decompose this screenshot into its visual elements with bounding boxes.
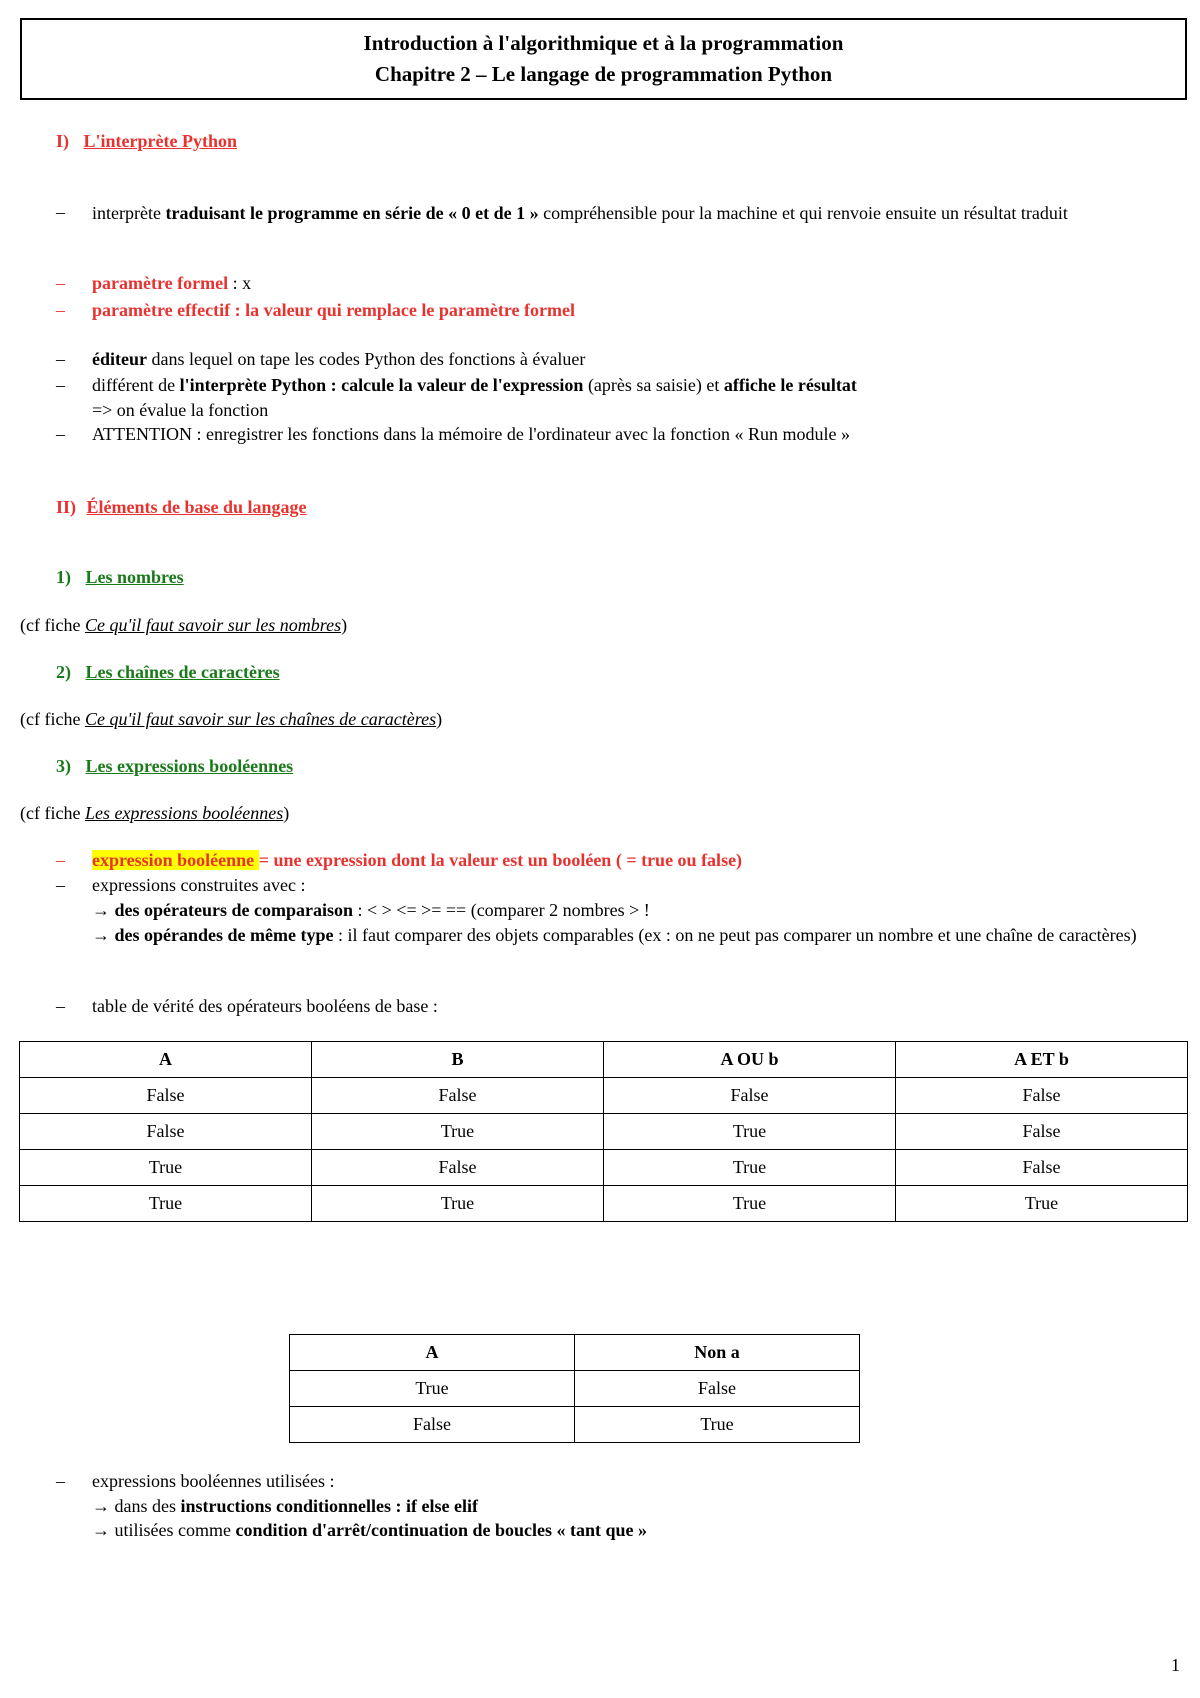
table-cell: True (312, 1114, 604, 1150)
section1-title: L'interprète Python (83, 131, 237, 151)
bullet-different-line2: => on évalue la fonction (92, 400, 269, 420)
table-cell: False (896, 1114, 1188, 1150)
subsection2-ref: (cf fiche Ce qu'il faut savoir sur les chaînes de caractères) (20, 709, 443, 729)
table-cell: True (20, 1150, 312, 1186)
table-header-cell: A (290, 1335, 575, 1371)
table-cell: True (604, 1114, 896, 1150)
title-box (20, 18, 1187, 100)
bullet-dash: – (56, 202, 65, 222)
table-header-cell: A (20, 1042, 312, 1078)
subsection1-heading: 1) Les nombres (56, 567, 184, 587)
section2-num: II) (56, 497, 77, 517)
table-cell: False (20, 1114, 312, 1150)
subsection3-ref: (cf fiche Les expressions booléennes) (20, 803, 290, 823)
page-number: 1 (1171, 1655, 1180, 1675)
instructions-conditionnelles: → dans des instructions conditionnelles : if else elif (92, 1496, 478, 1516)
doc-title: Introduction à l'algorithmique et à la programmation (363, 31, 844, 55)
condition-boucles: → utilisées comme condition d'arrêt/continuation de boucles « tant que » (92, 1520, 648, 1540)
bullet-dash: – (56, 875, 65, 895)
subsection3-heading: 3) Les expressions booléennes (56, 756, 294, 776)
table-row (290, 1407, 860, 1443)
bullet-expressions-utilisees: expressions booléennes utilisées : (92, 1471, 335, 1491)
table-cell: True (604, 1150, 896, 1186)
bullet-parametre-effectif: paramètre effectif : la valeur qui remplace le paramètre formel (92, 300, 575, 320)
bullet-different: différent de l'interprète Python : calcule la valeur de l'expression (après sa saisie) et affiche le résultat (92, 375, 857, 395)
bullet-dash: – (56, 850, 65, 870)
section1-heading (56, 131, 237, 152)
bullet-expressions-construites: expressions construites avec : (92, 875, 306, 895)
section1-num: I) (56, 131, 69, 151)
table-cell: False (896, 1078, 1188, 1114)
bullet-dash: – (56, 1471, 65, 1491)
bullet-dash: – (56, 349, 65, 369)
bullet-parametre-formel: paramètre formel : x (92, 273, 252, 293)
table-header-row (290, 1335, 860, 1371)
bullet-interprete: interprète traduisant le programme en série de « 0 et de 1 » compréhensible pour la machine et qui renvoie ensuite un résultat traduit (92, 203, 1068, 223)
table-row (20, 1078, 1188, 1114)
table-row (20, 1186, 1188, 1222)
table-cell: False (20, 1078, 312, 1114)
table-cell: False (575, 1371, 860, 1407)
bullet-table-verite: table de vérité des opérateurs booléens de base : (92, 996, 438, 1016)
table-row (20, 1150, 1188, 1186)
subsection2-heading: 2) Les chaînes de caractères (56, 662, 280, 682)
table-cell: False (312, 1150, 604, 1186)
table-cell: False (290, 1407, 575, 1443)
bullet-dash: – (56, 300, 65, 320)
table-cell: True (604, 1186, 896, 1222)
bullet-editeur: éditeur dans lequel on tape les codes Python des fonctions à évaluer (92, 349, 586, 369)
section2-heading (56, 497, 307, 518)
subsection1-ref: (cf fiche Ce qu'il faut savoir sur les nombres) (20, 615, 348, 635)
table-cell: True (312, 1186, 604, 1222)
table-cell: True (20, 1186, 312, 1222)
table-row (20, 1114, 1188, 1150)
table-row (290, 1371, 860, 1407)
chapter-title: Chapitre 2 – Le langage de programmation Python (374, 62, 833, 86)
table-header-cell: Non a (575, 1335, 860, 1371)
bullet-attention: ATTENTION : enregistrer les fonctions dans la mémoire de l'ordinateur avec la fonction « Run module » (92, 424, 851, 444)
bullet-dash: – (56, 375, 65, 395)
truth-table-not (289, 1334, 860, 1443)
table-header-cell: A OU b (604, 1042, 896, 1078)
table-cell: True (575, 1407, 860, 1443)
table-cell: False (896, 1150, 1188, 1186)
table-cell: False (604, 1078, 896, 1114)
table-header-cell: A ET b (896, 1042, 1188, 1078)
bullet-dash: – (56, 996, 65, 1016)
operateurs-comparaison: → des opérateurs de comparaison : < > <= >= == (comparer 2 nombres > ! (92, 900, 650, 920)
bullet-expression-booleenne: expression booléenne = une expression dont la valeur est un booléen ( = true ou false) (92, 850, 743, 870)
truth-table-and-or (19, 1041, 1188, 1222)
section2-title: Éléments de base du langage (86, 497, 307, 517)
operandes-meme-type: → des opérandes de même type : il faut comparer des objets comparables (ex : on ne peut pas comparer un nombre et une chaîne de caractères) (92, 925, 1137, 945)
table-cell: False (312, 1078, 604, 1114)
table-header-row (20, 1042, 1188, 1078)
bullet-dash: – (56, 424, 65, 444)
table-cell: True (290, 1371, 575, 1407)
bullet-dash: – (56, 273, 65, 293)
table-cell: True (896, 1186, 1188, 1222)
table-header-cell: B (312, 1042, 604, 1078)
